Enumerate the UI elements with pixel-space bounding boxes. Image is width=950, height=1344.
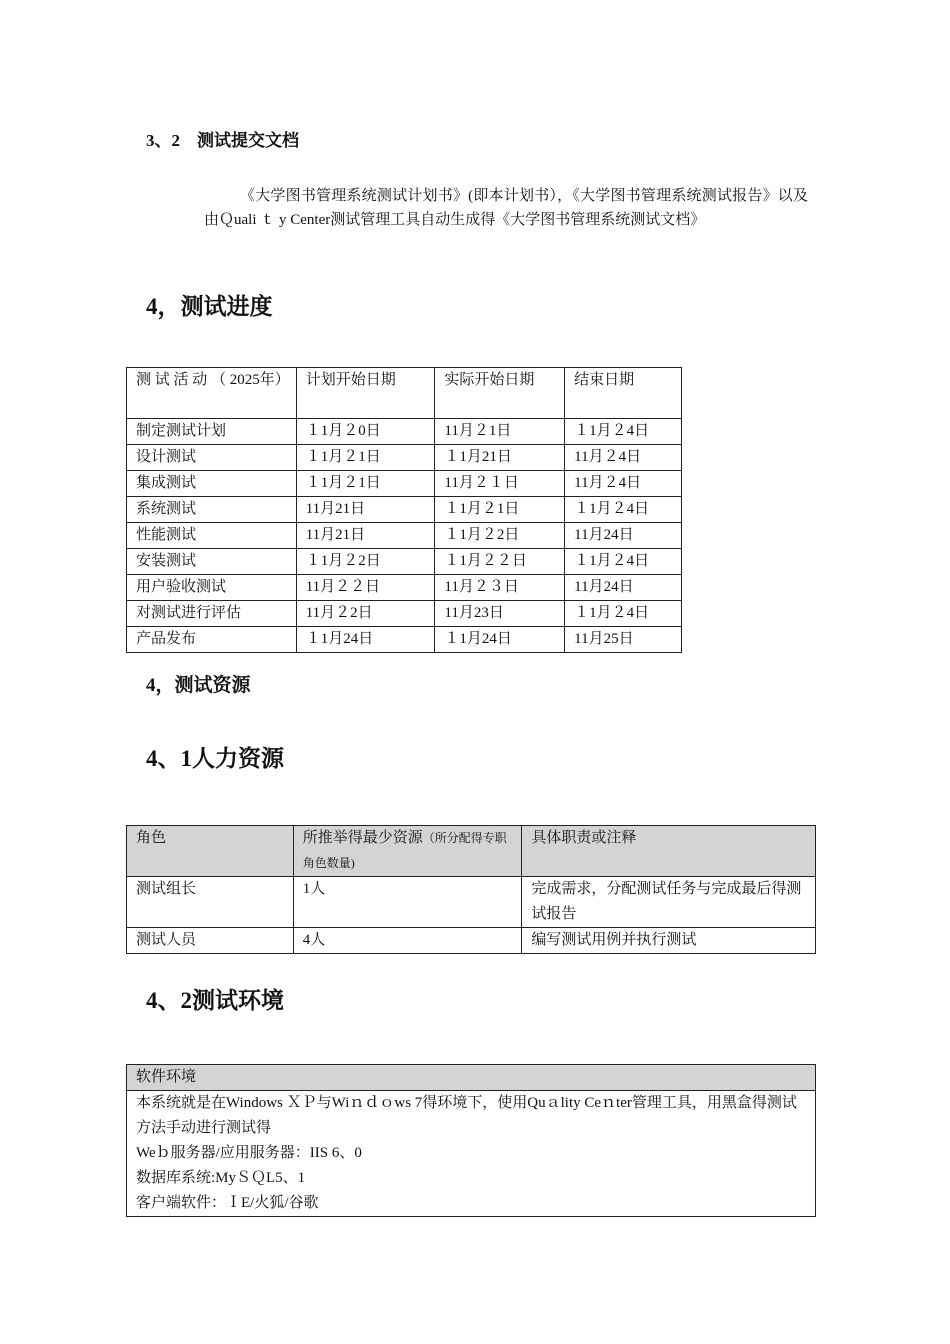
roles-header-row [127, 826, 816, 877]
roles-header-min [293, 826, 522, 877]
schedule-cell-actual-date: １1月２２日 [435, 549, 565, 575]
schedule-cell-activity: 设计测试 [127, 445, 297, 471]
env-content [127, 1091, 816, 1217]
schedule-row [127, 471, 682, 497]
schedule-cell-planned-date: １1月２1日 [296, 471, 435, 497]
env-table [126, 1064, 816, 1217]
schedule-cell-planned-date: 11月２2日 [296, 601, 435, 627]
section-4-progress-title: 4，测试进度 [146, 294, 273, 319]
schedule-row [127, 419, 682, 445]
env-line-client: 客户端软件：ＩE/火狐/谷歌 [136, 1195, 319, 1211]
roles-row [127, 928, 816, 954]
schedule-cell-end-date: 11月２4日 [565, 445, 682, 471]
schedule-header-end: 结束日期 [565, 368, 682, 419]
roles-cell-count: 1人 [293, 877, 522, 928]
schedule-cell-actual-date: 11月２1日 [435, 419, 565, 445]
section-4-resources-title: 4，测试资源 [146, 675, 251, 696]
roles-header-duty: 具体职责或注释 [522, 826, 816, 877]
roles-cell-duty: 编写测试用例并执行测试 [522, 928, 816, 954]
schedule-cell-actual-date: １1月24日 [435, 627, 565, 653]
schedule-row [127, 497, 682, 523]
schedule-cell-actual-date: 11月２３日 [435, 575, 565, 601]
section-4-2-title: 4、2测试环境 [146, 988, 284, 1013]
schedule-row [127, 627, 682, 653]
schedule-cell-planned-date: 11月21日 [296, 497, 435, 523]
roles-header-role: 角色 [127, 826, 294, 877]
roles-cell-count: 4人 [293, 928, 522, 954]
schedule-cell-actual-date: 11月２１日 [435, 471, 565, 497]
schedule-cell-end-date: １1月２4日 [565, 549, 682, 575]
schedule-cell-end-date: 11月25日 [565, 627, 682, 653]
section-3-2-paragraph: 《大学图书管理系统测试计划书》(即本计划书），《大学图书管理系统测试报告》以及由Ｑuali ｔ y Center测试管理工具自动生成得《大学图书管理系统测试文档》 [204, 188, 808, 228]
schedule-cell-end-date: 11月２4日 [565, 471, 682, 497]
schedule-row [127, 601, 682, 627]
schedule-header-actual: 实际开始日期 [435, 368, 565, 419]
env-line-web: Weｂ服务器/应用服务器：IIS 6、0 [136, 1145, 362, 1161]
schedule-cell-activity: 产品发布 [127, 627, 297, 653]
schedule-cell-actual-date: １1月２2日 [435, 523, 565, 549]
roles-header-min-note: （所分配得专职角色数量) [302, 831, 507, 870]
section-3-2-title: 3、2 测试提交文档 [146, 131, 299, 150]
roles-cell-duty: 完成需求，分配测试任务与完成最后得测试报告 [522, 877, 816, 928]
schedule-cell-activity: 系统测试 [127, 497, 297, 523]
schedule-cell-end-date: 11月24日 [565, 523, 682, 549]
schedule-cell-planned-date: １1月24日 [296, 627, 435, 653]
schedule-table [126, 367, 682, 653]
roles-table [126, 825, 816, 954]
roles-cell-role: 测试组长 [127, 877, 294, 928]
schedule-cell-end-date: 11月24日 [565, 575, 682, 601]
roles-header-min-main: 所推举得最少资源 [302, 830, 423, 846]
schedule-cell-actual-date: 11月23日 [435, 601, 565, 627]
section-4-1-title: 4、1人力资源 [146, 746, 284, 771]
schedule-header-planned: 计划开始日期 [296, 368, 435, 419]
schedule-cell-planned-date: １1月２2日 [296, 549, 435, 575]
env-line-db: 数据库系统:MyＳＱL5、1 [136, 1170, 306, 1186]
schedule-cell-actual-date: １1月21日 [435, 445, 565, 471]
schedule-cell-activity: 安装测试 [127, 549, 297, 575]
schedule-cell-activity: 集成测试 [127, 471, 297, 497]
schedule-cell-end-date: １1月２4日 [565, 419, 682, 445]
schedule-row [127, 445, 682, 471]
schedule-cell-activity: 制定测试计划 [127, 419, 297, 445]
schedule-cell-activity: 用户验收测试 [127, 575, 297, 601]
roles-row [127, 877, 816, 928]
schedule-header-activity: 测 试 活 动 （ 2025年） [127, 368, 297, 419]
schedule-row [127, 575, 682, 601]
env-line-os: 本系统就是在Windows ＸＰ与Wiｎｄｏws 7得环境下，使用Quａlity Ceｎter管理工具，用黑盒得测试方法手动进行测试得 [136, 1095, 797, 1136]
schedule-cell-actual-date: １1月２1日 [435, 497, 565, 523]
env-content-row [127, 1091, 816, 1217]
schedule-cell-end-date: １1月２4日 [565, 601, 682, 627]
schedule-cell-activity: 对测试进行评估 [127, 601, 297, 627]
schedule-row [127, 549, 682, 575]
schedule-row [127, 523, 682, 549]
schedule-cell-planned-date: １1月２1日 [296, 445, 435, 471]
roles-cell-role: 测试人员 [127, 928, 294, 954]
env-header-row [127, 1065, 816, 1091]
schedule-cell-planned-date: 11月21日 [296, 523, 435, 549]
schedule-cell-end-date: １1月２4日 [565, 497, 682, 523]
schedule-cell-activity: 性能测试 [127, 523, 297, 549]
schedule-cell-planned-date: １1月２0日 [296, 419, 435, 445]
env-header: 软件环境 [127, 1065, 816, 1091]
schedule-cell-planned-date: 11月２２日 [296, 575, 435, 601]
schedule-header-row [127, 368, 682, 419]
